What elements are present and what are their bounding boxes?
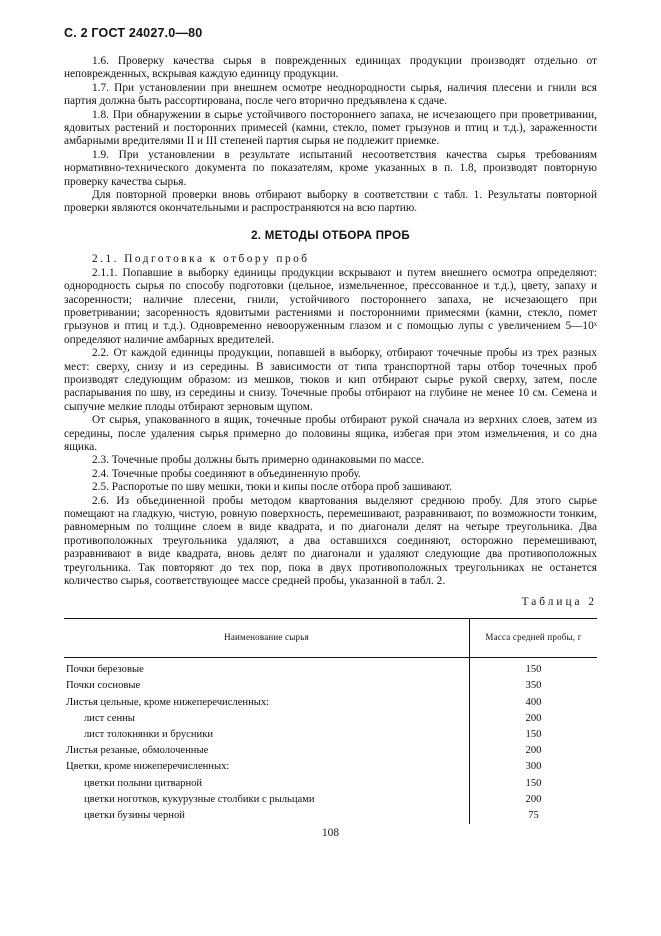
paragraph: 1.8. При обнаружении в сырье устойчивого постороннего запаха, не исчезающего при проветривании, ядовитых растений и посторонних примесей (камни, стекло, помет грызунов и птиц и т.д.), зараженности амбарными вредителями II и III степеней партия сырья не подлежит приемке.	[64, 108, 597, 148]
subsection-heading: 2.1. Подготовка к отбору проб	[92, 253, 310, 266]
paragraph: 1.7. При установлении при внешнем осмотре неоднородности сырья, наличия плесени и гнили вся партия должна быть рассортирована, после чего вторично предъявлена к сдаче.	[64, 81, 597, 108]
paragraph: 1.9. При установлении в результате испытаний несоответствия качества сырья требованиям нормативно-технического документа по показателям, кроме указанных в п. 1.8, производят повторную проверку качества сырья.	[64, 148, 597, 188]
raw-material-name: лист сенны	[84, 712, 135, 724]
table-row	[64, 759, 597, 775]
table-body	[64, 657, 597, 823]
paragraph: 2.4. Точечные пробы соединяют в объединенную пробу.	[92, 467, 361, 480]
table-header-row	[64, 618, 597, 657]
sample-mass: 150	[470, 775, 598, 791]
paragraph: 2.3. Точечные пробы должны быть примерно одинаковыми по массе.	[92, 454, 425, 467]
sample-mass: 400	[470, 694, 598, 710]
page-header: С. 2 ГОСТ 24027.0—80	[64, 26, 203, 40]
sample-mass: 350	[470, 678, 598, 694]
paragraph: 1.6. Проверку качества сырья в поврежденных единицах продукции производят отдельно от неповрежденных, вскрывая каждую единицу продукции.	[64, 55, 597, 81]
table-caption: Таблица 2	[521, 596, 597, 609]
raw-material-name: цветки бузины черной	[84, 809, 185, 821]
column-header-name: Наименование сырья	[64, 618, 470, 657]
sample-mass: 150	[470, 727, 598, 743]
raw-material-name: цветки ноготков, кукурузные столбики с рыльцами	[84, 793, 315, 805]
table-row	[64, 791, 597, 807]
paragraph: 2.5. Распоротые по шву мешки, тюки и кипы после отбора проб зашивают.	[92, 481, 452, 494]
table-row	[64, 775, 597, 791]
sample-mass: 200	[470, 710, 598, 726]
table-row	[64, 657, 597, 678]
sample-mass: 200	[470, 791, 598, 807]
table-row	[64, 710, 597, 726]
raw-material-name: лист толокнянки и брусники	[84, 728, 214, 740]
paragraph: От сырья, упакованного в ящик, точечные пробы отбирают рукой сначала из верхних слоев, затем из середины, после удаления сырья примерно до половины ящика, избегая при этом измельчения, и со дна ящика.	[64, 414, 597, 453]
paragraph: Для повторной проверки вновь отбирают выборку в соответствии с табл. 1. Результаты повторной проверки являются окончательными и распространяются на всю партию.	[64, 189, 597, 215]
column-header-mass: Масса средней пробы, г	[470, 618, 598, 657]
table-row	[64, 743, 597, 759]
raw-material-name: цветки полыни цитварной	[84, 777, 203, 789]
sample-mass: 300	[470, 759, 598, 775]
raw-material-name: Листья цельные, кроме нижеперечисленных:	[66, 696, 270, 708]
raw-material-name: Почки сосновые	[66, 680, 141, 692]
page-number: 108	[322, 827, 339, 839]
paragraph: 2.2. От каждой единицы продукции, попавшей в выборку, отбирают точечные пробы из трех разных мест: сверху, снизу и из середины. В зависимости от типа транспортной тары отбор точечных проб производят следующим образом: из мешков, тюков и кип отбирают сырье рукой сверху, затем, после распарывания по шву, из середины и снизу. Точечные пробы отбирают на глубине не менее 10 см. Семена и сыпучие мелкие плоды отбирают зерновым щупом.	[64, 347, 597, 413]
table-row	[64, 727, 597, 743]
section-title: 2. МЕТОДЫ ОТБОРА ПРОБ	[251, 229, 410, 242]
sample-mass: 150	[470, 657, 598, 678]
raw-material-name: Почки березовые	[66, 664, 144, 676]
sample-mass: 200	[470, 743, 598, 759]
paragraph: 2.6. Из объединенной пробы методом квартования выделяют среднюю пробу. Для этого сырье помещают на гладкую, чистую, ровную поверхность, перемешивают, разравнивают, по возможности тонким, равномерным по толщине слоем в виде квадрата, и по диагонали делят на четыре треугольника. Два противоположных треугольника удаляют, а два оставшихся соединяют, осторожно перемешивают, разравнивают в виде квадрата, вновь делят по диагонали и удаляют следующие два противоположных треугольника. Так повторяют до тех пор, пока в двух противоположных треугольниках не останется количество сырья, соответствующее массе средней пробы, указанной в табл. 2.	[64, 494, 597, 588]
raw-material-name: Цветки, кроме нижеперечисленных:	[66, 761, 230, 773]
table-row	[64, 808, 597, 824]
sample-mass: 75	[470, 808, 598, 824]
raw-material-table	[64, 618, 597, 824]
table-row	[64, 678, 597, 694]
body-text	[64, 55, 597, 824]
paragraph: 2.1.1. Попавшие в выборку единицы продукции вскрывают и путем внешнего осмотра определяют: однородность сырья по способу подготовки (цельное, измельченное, прессованное и т.д.), цвету, запаху и засоренности; наличие плесени, гнили, устойчивого постороннего запаха, не исчезающего при проветривании; засоренность ядовитыми растениями и посторонними примесями (камни, стекло, помет грызунов и птиц и т.д.). Одновременно невооруженным глазом и с помощью лупы с увеличением 5—10ˣ определяют наличие амбарных вредителей.	[64, 266, 597, 346]
raw-material-name: Листья резаные, обмолоченные	[66, 745, 209, 757]
table-row	[64, 694, 597, 710]
